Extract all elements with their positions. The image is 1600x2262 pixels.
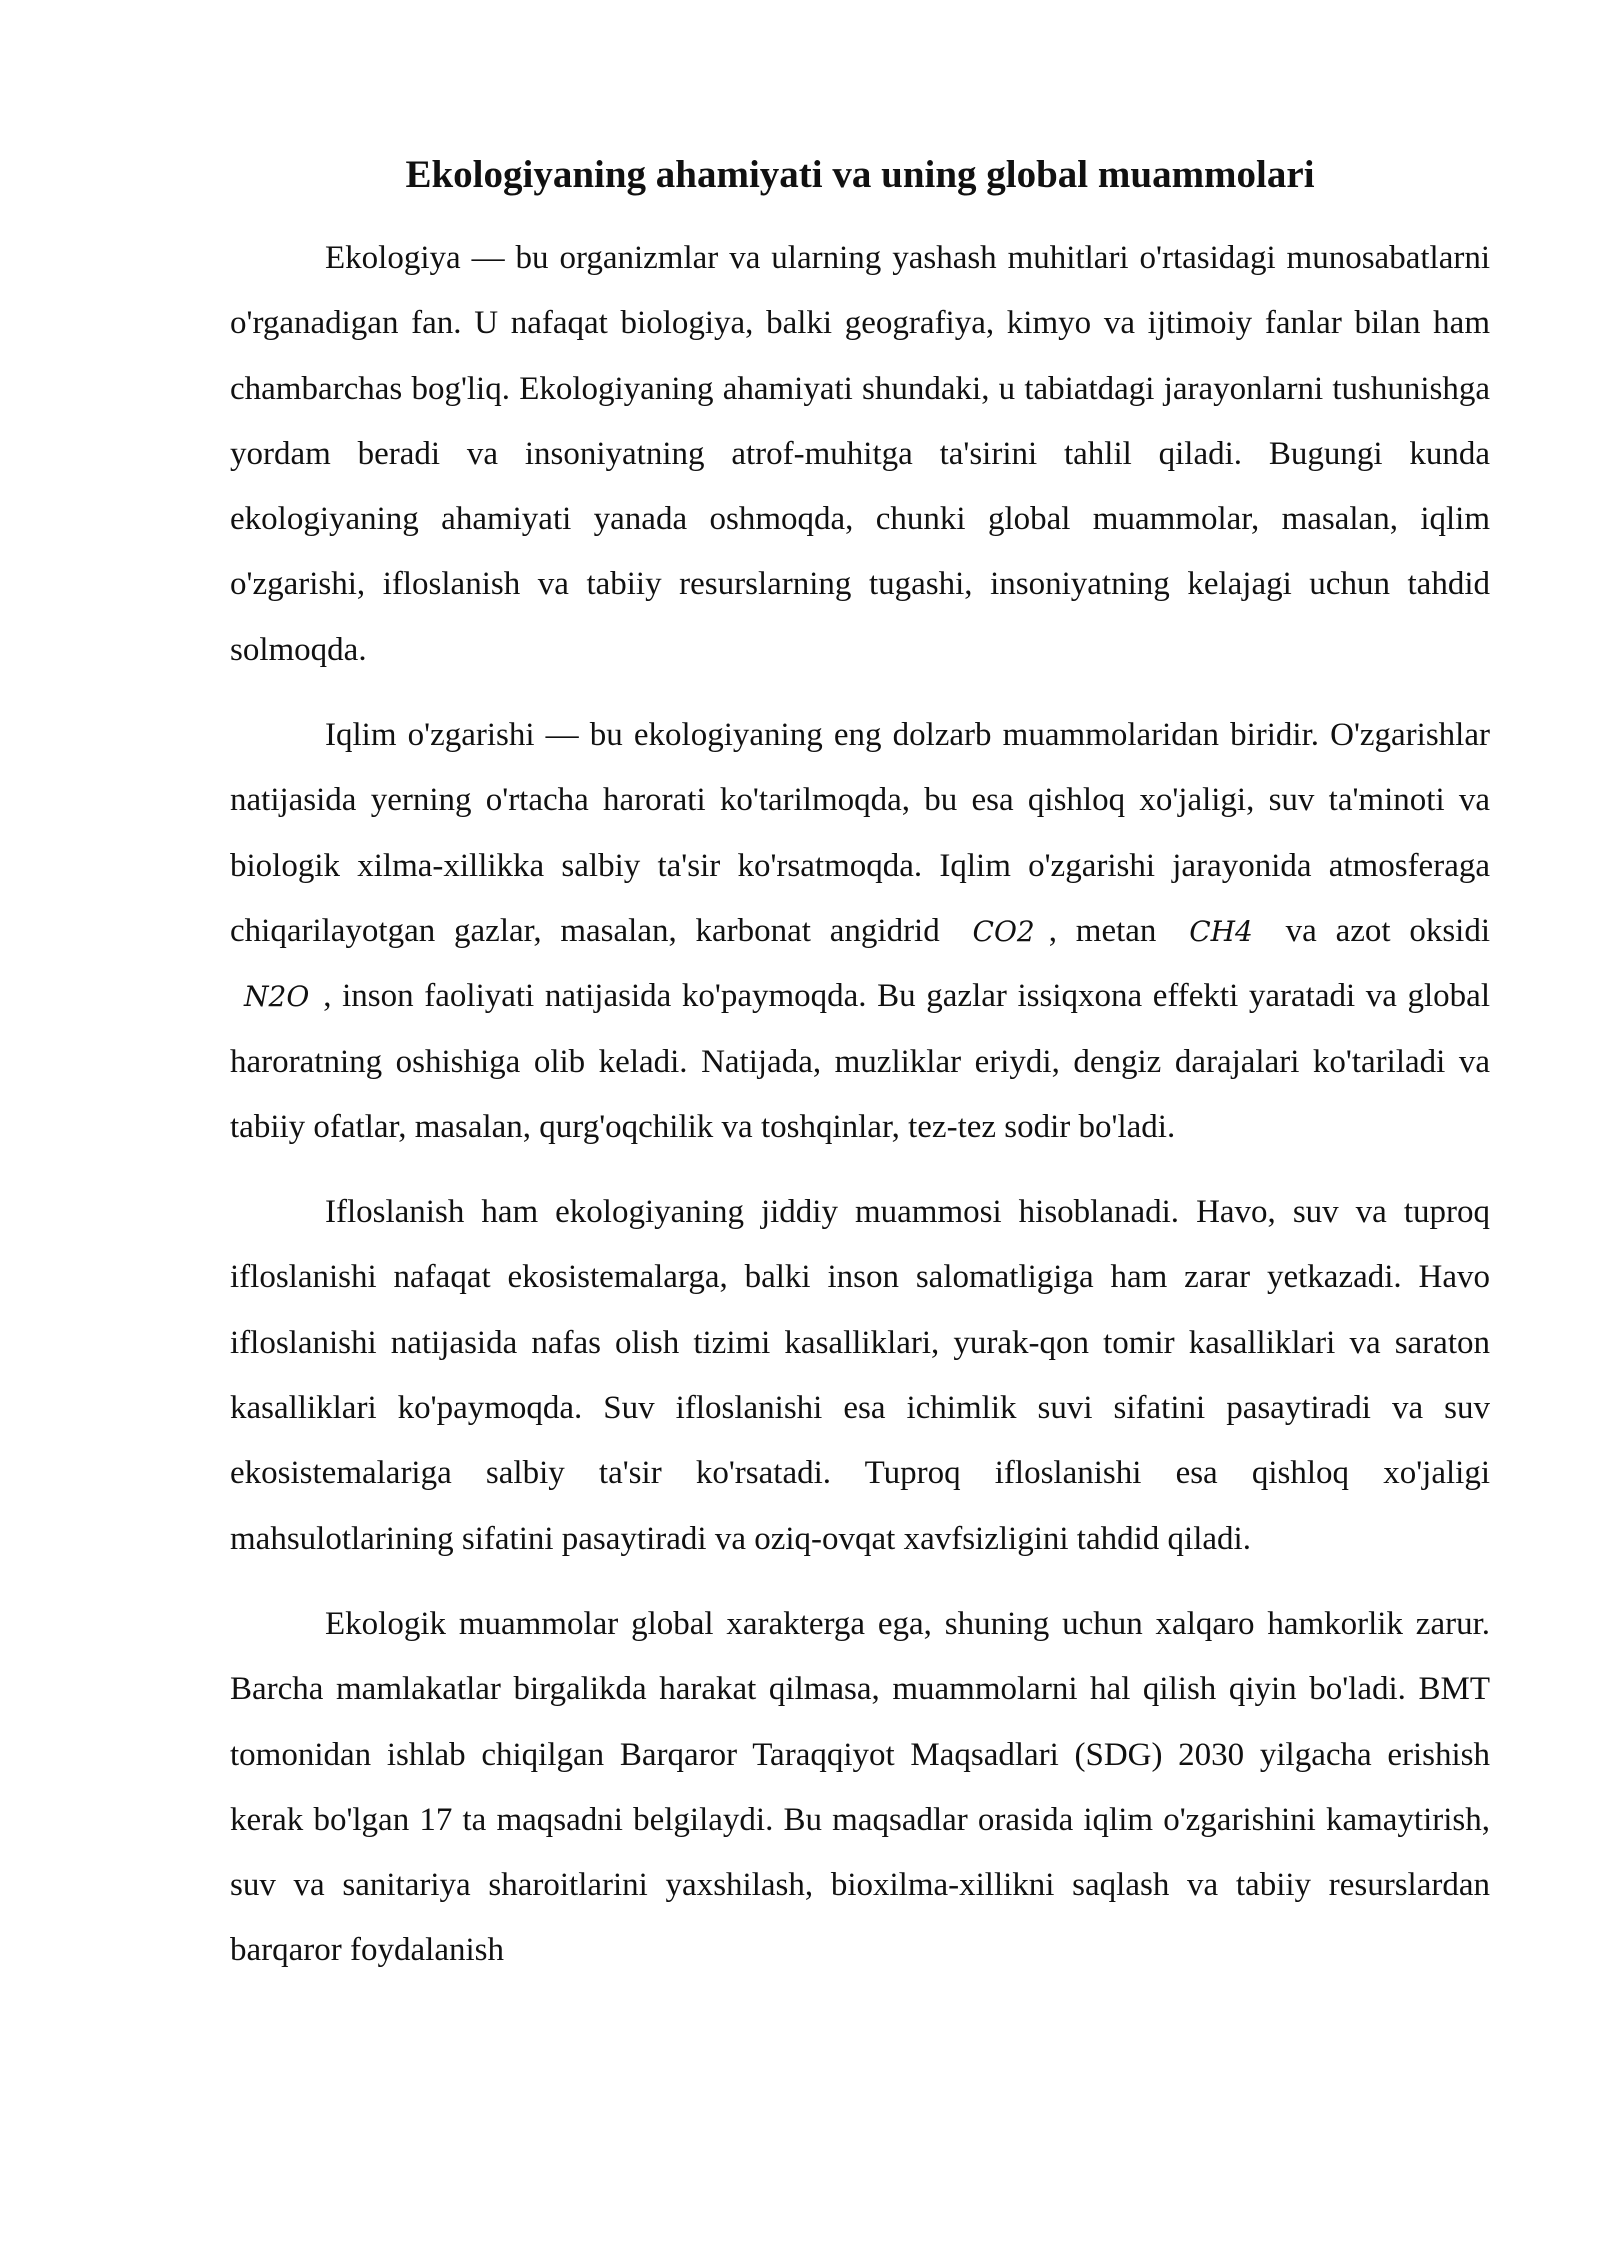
paragraph-climate-change xyxy=(230,703,1490,1160)
paragraph-global-cooperation: Ekologik muammolar global xarakterga ega, shuning uchun xalqaro hamkorlik zarur. Barcha mamlakatlar birgalikda harakat qilmasa, muammolarni hal qilish qiyin bo'ladi. BMT tomonidan ishlab chiqilgan Barqaror Taraqqiyot Maqsadlari (SDG) 2030 yilgacha erishish kerak bo'lgan 17 ta maqsadni belgilaydi. Bu maqsadlar orasida iqlim o'zgarishini kamaytirish, suv va sanitariya sharoitlarini yaxshilash, bioxilma-xillikni saqlash va tabiiy resurslardan barqaror foydalanish xyxy=(230,1605,1490,1969)
paragraph-pollution: Ifloslanish ham ekologiyaning jiddiy muammosi hisoblanadi. Havo, suv va tuproq ifloslanishi nafaqat ekosistemalarga, balki inson salomatligiga ham zarar yetkazadi. Havo ifloslanishi natijasida nafas olish tizimi kasalliklari, yurak-qon tomir kasalliklari va saraton kasalliklari ko'paymoqda. Suv ifloslanishi esa ichimlik suvi sifatini pasaytiradi va suv ekosistemalariga salbiy ta'sir ko'rsatadi. Tuproq ifloslanishi esa qishloq xo'jaligi mahsulotlarining sifatini pasaytiradi va oziq-ovqat xavfsizligini tahdid qiladi. xyxy=(230,1194,1490,1557)
formula-ch4: CH4 xyxy=(1189,914,1253,948)
paragraph-ecology-definition: Ekologiya — bu organizmlar va ularning yashash muhitlari o'rtasidagi munosabatlarni o'rganadigan fan. U nafaqat biologiya, balki geografiya, kimyo va ijtimoiy fanlar bilan ham chambarchas bog'liq. Ekologiyaning ahamiyati shundaki, u tabiatdagi jarayonlarni tushunishga yordam beradi va insoniyatning atrof-muhitga ta'sirini tahlil qiladi. Bugungi kunda ekologiyaning ahamiyati yanada oshmoqda, chunki global muammolar, masalan, iqlim o'zgarishi, ifloslanish va tabiiy resurslarning tugashi, insoniyatning kelajagi uchun tahdid solmoqda. xyxy=(230,240,1490,668)
document-title: Ekologiyaning ahamiyati va uning global muammolari xyxy=(405,153,1315,196)
paragraph-climate-text-1: Iqlim o'zgarishi — bu ekologiyaning eng dolzarb muammolaridan biridir. O'zgarishlar natijasida yerning o'rtacha harorati ko'tarilmoqda, bu esa qishloq xo'jaligi, suv ta'minoti va biologik xilma-xillikka salbiy ta'sir ko'rsatmoqda. Iqlim o'zgarishi jarayonida atmosferaga chiqarilayotgan gazlar, masalan, karbonat angidrid xyxy=(230,717,1490,949)
paragraph-climate-text-2: , metan xyxy=(1048,912,1157,949)
formula-co2: CO2 xyxy=(972,914,1035,948)
document-body xyxy=(230,150,1490,2004)
paragraph-climate-text-3: va azot oksidi xyxy=(1285,912,1491,949)
formula-n2o: N2O xyxy=(244,980,310,1014)
paragraph-climate-text-4: , inson faoliyati natijasida ko'paymoqda. Bu gazlar issiqxona effekti yaratadi va global haroratning oshishiga olib keladi. Natijada, muzliklar eriydi, dengiz darajalari ko'tariladi va tabiiy ofatlar, masalan, qurg'oqchilik va toshqinlar, tez-tez sodir bo'ladi. xyxy=(230,978,1490,1145)
